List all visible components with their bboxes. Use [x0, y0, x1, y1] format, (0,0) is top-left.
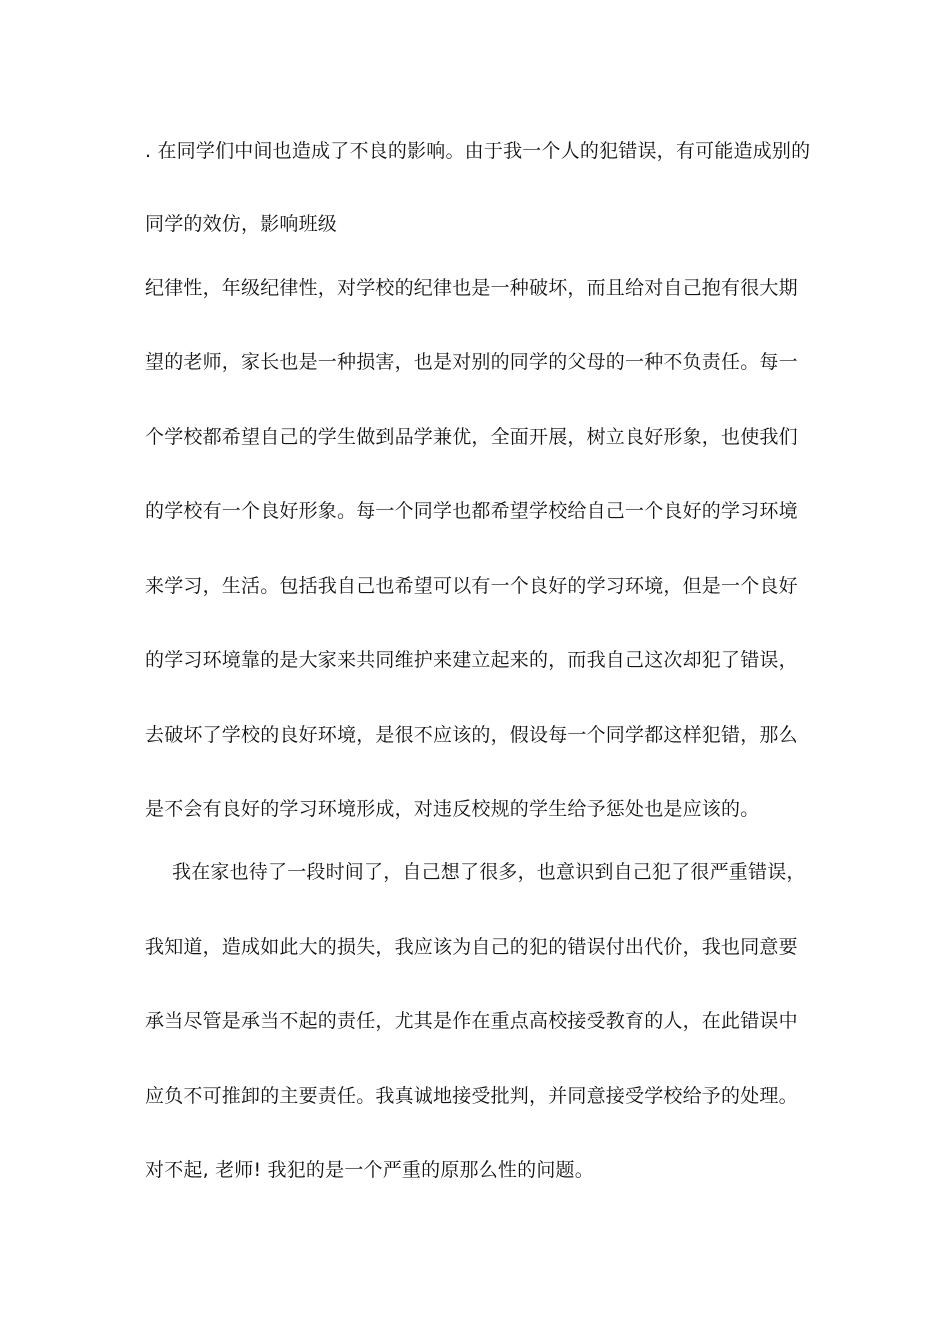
text-line: 承当尽管是承当不起的责任，尤其是作在重点高校接受教育的人，在此错误中	[145, 1010, 798, 1032]
text-line: 个学校都希望自己的学生做到品学兼优，全面开展，树立良好形象，也使我们	[145, 426, 798, 448]
paragraph-start-line: 我在家也待了一段时间了，自己想了很多，也意识到自己犯了很严重错误，	[172, 861, 806, 883]
text-line: 同学的效仿，影响班级	[145, 213, 338, 235]
text-line: 应负不可推卸的主要责任。我真诚地接受批判，并同意接受学校给予的处理。	[145, 1085, 798, 1107]
text-line: 纪律性，年级纪律性，对学校的纪律也是一种破坏，而且给对自己抱有很大期	[145, 277, 798, 299]
text-line: 的学校有一个良好形象。每一个同学也都希望学校给自己一个良好的学习环境	[145, 500, 798, 522]
text-line: 望的老师，家长也是一种损害，也是对别的同学的父母的一种不负责任。每一	[145, 351, 798, 373]
text-line: . 在同学们中间也造成了不良的影响。由于我一个人的犯错误，有可能造成别的	[145, 140, 811, 162]
text-line: 的学习环境靠的是大家来共同维护来建立起来的，而我自己这次却犯了错误，	[145, 649, 798, 671]
text-line: 对不起, 老师! 我犯的是一个严重的原那么性的问题。	[145, 1159, 594, 1181]
text-line: 是不会有良好的学习环境形成，对违反校规的学生给予惩处也是应该的。	[145, 798, 760, 820]
text-line: 我知道，造成如此大的损失，我应该为自己的犯的错误付出代价，我也同意要	[145, 936, 798, 958]
text-line: 来学习，生活。包括我自己也希望可以有一个良好的学习环境，但是一个良好	[145, 575, 798, 597]
text-line: 去破坏了学校的良好环境，是很不应该的，假设每一个同学都这样犯错，那么	[145, 724, 798, 746]
